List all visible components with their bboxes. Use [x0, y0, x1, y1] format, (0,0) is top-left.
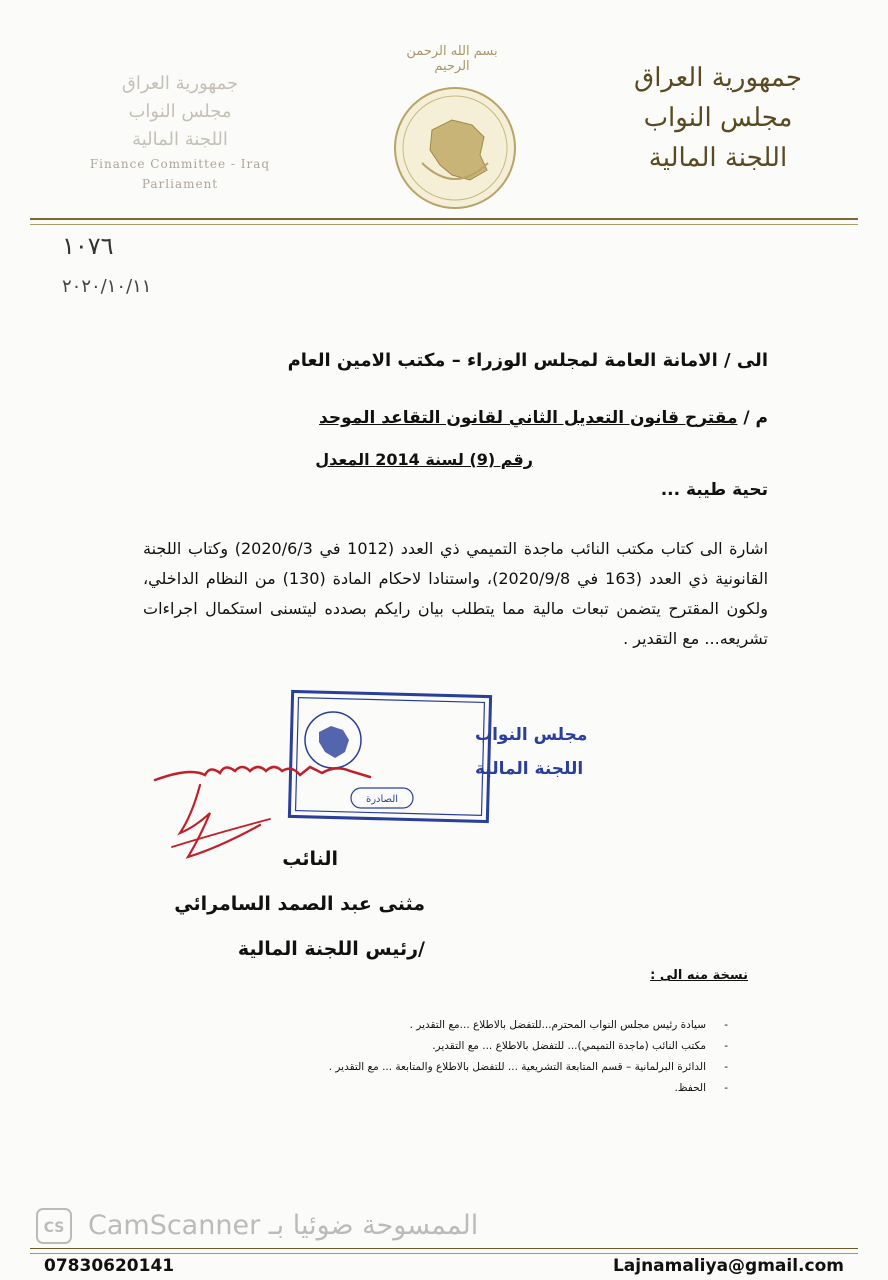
- footer-divider-thin: [30, 1253, 858, 1254]
- letterhead-line-republic: جمهورية العراق: [634, 63, 802, 93]
- letterhead-left-line: جمهورية العراق: [121, 73, 239, 94]
- copies-item: - مكتب النائب (ماجدة التميمي)... للتفضل بالاطلاع ... مع التقدير.: [168, 1036, 728, 1057]
- handwritten-signature: [150, 755, 390, 870]
- signatory-name: مثنى عبد الصمد السامرائي: [174, 893, 425, 915]
- stamp-line-1: مجلس النواب: [475, 725, 588, 745]
- camscanner-logo-icon: [36, 1208, 72, 1244]
- stamp-line-2: اللجنة المالية: [475, 759, 584, 779]
- stamp-line-3: الصادرة: [365, 794, 399, 805]
- copies-item: - الحفظ.: [168, 1078, 728, 1099]
- letterhead-right: [618, 58, 818, 178]
- letterhead-left-line: مجلس النواب: [128, 101, 232, 122]
- subject-line-2: رقم (9) لسنة 2014 المعدل: [315, 450, 533, 469]
- greeting: تحية طيبة ...: [660, 480, 768, 500]
- copies-item: - سيادة رئيس مجلس النواب المحترم...للتفضل بالاطلاع ...مع التقدير .: [168, 1015, 728, 1036]
- letterhead-english-line: Finance Committee - Iraq: [89, 157, 271, 171]
- letterhead-english-line: Parliament: [141, 177, 219, 191]
- camscanner-watermark: CamScanner الممسوحة ضوئيا بـ: [88, 1210, 479, 1241]
- recipient-line: الى / الامانة العامة لمجلس الوزراء – مكتب الامين العام: [287, 350, 768, 371]
- signatory-role: /رئيس اللجنة المالية: [237, 938, 425, 960]
- basmala: بسم الله الرحمن الرحيم: [406, 44, 498, 74]
- footer-phone: 07830620141: [44, 1256, 175, 1276]
- letterhead-left: [60, 70, 300, 194]
- header-divider-thin: [30, 224, 858, 225]
- svg-text:CS: CS: [43, 1220, 65, 1236]
- footer-email: Lajnamaliya@gmail.com: [612, 1256, 844, 1276]
- letterhead-line-parliament: مجلس النواب: [643, 103, 793, 133]
- subject-prefix: م /: [743, 408, 768, 428]
- subject-line: [319, 408, 768, 428]
- reference-number: ١٠٧٦: [62, 232, 114, 260]
- signatory-title: النائب: [282, 848, 338, 870]
- letterhead-left-line: اللجنة المالية: [132, 129, 228, 150]
- parliament-emblem-icon: [392, 85, 518, 211]
- copies-heading: نسخة منه الى :: [650, 968, 748, 983]
- header-divider: [30, 218, 858, 220]
- letter-body: اشارة الى كتاب مكتب النائب ماجدة التميمي ذي العدد (1012 في 2020/6/3) وكتاب اللجنة القانونية ذي العدد (163 في 2020/9/8)، واستنادا لاحكام المادة (130) من النظام الداخلي، ولكون المقترح يتضمن تبعات مالية مما يتطلب بيان رايكم بصدده ليتسنى استكمال اجراءات تشريعه... مع التقدير .: [143, 539, 769, 648]
- letterhead-line-committee: اللجنة المالية: [648, 143, 788, 173]
- reference-date: ٢٠٢٠/١٠/١١: [62, 276, 152, 297]
- footer-divider: [30, 1248, 858, 1249]
- copies-item: - الدائرة البرلمانية – قسم المتابعة التشريعية ... للتفضل بالاطلاع والمتابعة ... مع التقدير .: [168, 1057, 728, 1078]
- subject-title: مقترح قانون التعديل الثاني لقانون التقاعد الموحد: [319, 408, 738, 428]
- copies-list: [168, 1015, 728, 1099]
